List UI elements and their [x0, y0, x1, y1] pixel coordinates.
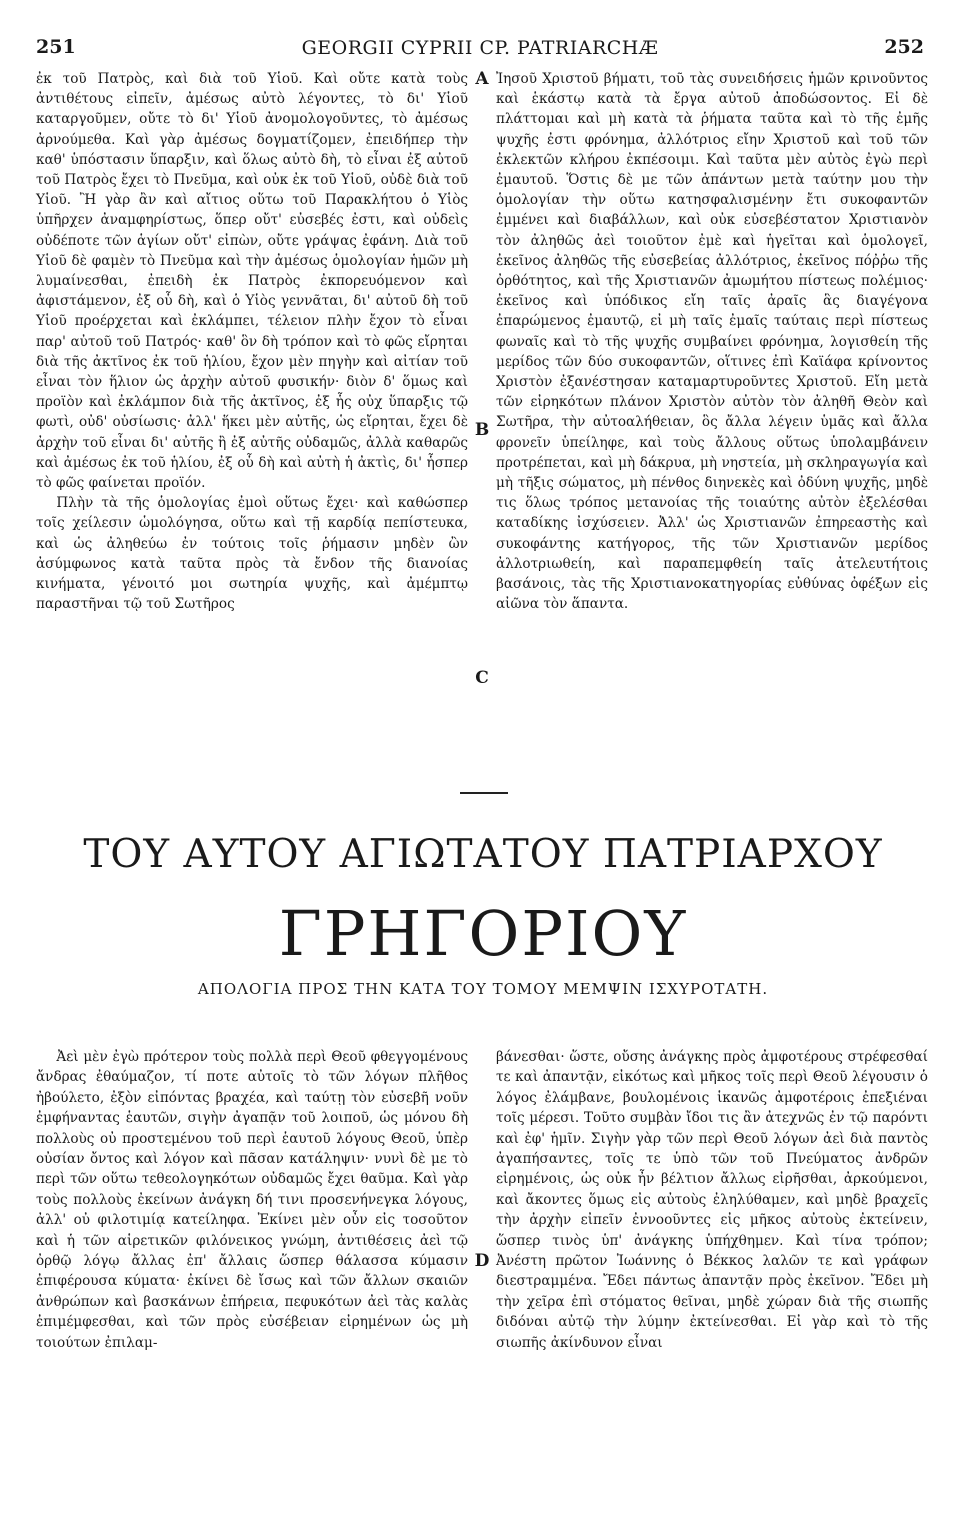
section-title: ΓΡΗΓΟΡΙΟΥ [278, 897, 688, 970]
margin-marker-c: C [475, 668, 489, 688]
section-subtitle: ΑΠΟΛΟΓΙΑ ΠΡΟΣ ΤΗΝ ΚΑΤΑ ΤΟΥ ΤΟΜΟΥ ΜΕΜΨΙΝ ΙΣΧΥΡΟΤΑΤΗ. [197, 980, 769, 998]
section-heading: ΤΟΥ ΑΥΤΟΥ ΑΓΙΩΤΑΤΟΥ ΠΑΤΡΙΑΡΧΟΥ [83, 832, 883, 877]
top-left-column [36, 69, 468, 614]
bottom-right-column [496, 1047, 928, 1353]
top-right-column [496, 69, 928, 614]
paragraph: ἐκ τοῦ Πατρὸς, καὶ διὰ τοῦ Υἱοῦ. Καὶ οὔτε κατὰ τοὺς ἀντιθέτους εἰπεῖν, ἀμέσως αὐτὸ λέγοντες, τὸ δι' Υἱοῦ καταργοῦμεν, οὔτε τὸ δι' Υἱοῦ ἀνομολογοῦντες, τὸ ἀμέσως ἀρνούμεθα. Καὶ γὰρ ἀμέσως δογματίζομεν, ἐπειδήπερ τὴν καθ' ὑπόστασιν ὕπαρξιν, καὶ ὅλως αὐτὸ δὴ, τὸ εἶναι ἐξ αὐτοῦ τοῦ Πατρὸς ἔχει τὸ Πνεῦμα, καὶ οὐκ ἐκ τοῦ Υἱοῦ, οὐδὲ διὰ τοῦ Υἱοῦ. Ἢ γὰρ ἂν καὶ αἴτιος οὕτω τοῦ Παρακλήτου ὁ Υἱὸς ὑπῆρχεν ἀναμφηρίστως, ὅπερ οὔτ' εὐσεβές ἐστι, καὶ οὐδεὶς οὐδέποτε τῶν ἁγίων οὔτ' εἰπὼν, οὔτε γράψας ἐφάνη. Διὰ τοῦ Υἱοῦ δὲ φαμὲν τὸ Πνεῦμα καὶ τὴν ἀμέσως ὁμολογίαν ἡμῶν μὴ λυμαίνεσθαι, ἐπειδὴ ἐκ Πατρὸς ἐκπορευόμενον καὶ ἀφιστάμενον, ἐξ οὗ δὴ, καὶ ὁ Υἱὸς γεννᾶται, δι' αὐτοῦ δὴ τοῦ Υἱοῦ προέρχεται καὶ ἐκλάμπει, τέλειον πλὴν ἔχον τὸ εἶναι παρ' αὐτοῦ τοῦ Πατρός· καθ' ὃν δὴ τρόπον καὶ τὸ φῶς εἴρηται διὰ τῆς ἀκτῖνος ἐκ τοῦ ἡλίου, ἔχον μὲν πηγὴν καὶ αἰτίαν τοῦ εἶναι τὸν ἥλιον ὡς ἀρχὴν αὐτοῦ φυσικήν· διὸν δ' ὅμως καὶ προϊὸν καὶ ἐκλάμπον διὰ τῆς ἀκτῖνος, ἐξ ἧς οὐχ ὕπαρξις τῷ φωτὶ, οὐδ' οὐσίωσις· ἀλλ' ἥκει μὲν αὐτῆς, ὡς εἴρηται, ἔχει δὲ ἀρχὴν τοῦ εἶναι δι' αὐτῆς ἢ ἐξ αὐτῆς οὐδαμῶς, ἀλλὰ καθαρῶς καὶ ἀμέσως ἐκ τοῦ ἡλίου, ἐξ οὗ δὴ καὶ αὐτὴ ἡ ἀκτὶς, δι' ἧσπερ τὸ φῶς φαίνεται προϊόν. [36, 71, 468, 492]
running-head [36, 36, 924, 62]
paragraph: Ἀεὶ μὲν ἐγὼ πρότερον τοὺς πολλὰ περὶ Θεοῦ φθεγγομένους ἄνδρας ἐθαύμαζον, τί ποτε αὐτοῖς τὸ τῶν λόγων πλῆθος ἠβούλετο, ἐξὸν εἰπόντας βραχέα, καὶ ταύτῃ τὸν εὐσεβῆ νοῦν ἐμφήναντας ἑαυτῶν, σιγὴν ἀγαπᾷν τοῦ λοιποῦ, ὡς μόνου δὴ πολλοὺς οὐ προστεμένου τοῦ περὶ ἑαυτοῦ λόγους Θεοῦ, ὑπὲρ οὐσίαν ὄντος καὶ λόγον καὶ πᾶσαν κατάληψιν· νυνὶ δὲ με τὸ περὶ τῶν οὕτω τεθεολογηκότων οὐδαμῶς ἔχει θαῦμα. Καὶ γὰρ τοὺς πολλοὺς ἐκείνων ἀνάγκη δή τινι προσενήνεγκα λόγους, ἀλλ' οὐ φιλοτιμίᾳ κατείληφα. Ἐκίνει μὲν οὖν εἰς τοσοῦτον καὶ ἡ τῶν αἱρετικῶν φιλόνεικος γνώμη, ἀντιθέσεις ἀεὶ τῷ ὀρθῷ λόγῳ ἄλλας ἐπ' ἄλλαις ὥσπερ θάλασσα κύμασιν ἐπιφέρουσα κύματα· ἐκίνει δὲ ἴσως καὶ τῶν ἄλλων σκαιῶν ἀνθρώπων καὶ βασκάνων ἐπήρεια, πεφυκότων ἀεὶ τὰς καλὰς ἐπιμέμφεσθαι, καὶ τῶν πρὸς εὐσέβειαν εἰρημένων ὡς μὴ τοιούτων ἐπιλαμ- [36, 1049, 468, 1351]
margin-marker-d: D [474, 1251, 490, 1271]
margin-marker-b: B [474, 420, 490, 440]
paragraph: Πλὴν τὰ τῆς ὁμολογίας ἐμοὶ οὕτως ἔχει· καὶ καθώσπερ τοῖς χείλεσιν ὡμολόγησα, οὕτω καὶ τῇ καρδίᾳ πεπίστευκα, καὶ ὡς ἀληθεύω ἐν τούτοις τοῖς ῥήμασιν μηδὲν ὢν ἀσύμφωνος κατὰ ταῦτα πρὸς τὰ ἔνδον τῆς διανοίας κινήματα, γένοιτό μοι σωτηρία ψυχῆς, καὶ ἀμέμπτῳ παραστῆναι τῷ τοῦ Σωτῆρος [36, 495, 468, 613]
section-divider [460, 792, 508, 794]
margin-marker-a: A [475, 69, 489, 89]
paragraph: βάνεσθαι· ὥστε, οὔσης ἀνάγκης πρὸς ἀμφοτέρους στρέφεσθαί τε καὶ ἀπαντᾷν, εἰκότως καὶ μῆκος τοῖς περὶ Θεοῦ λέγουσιν ὁ λόγος ἐλάμβανε, βουλομένοις ἱκανῶς ἀμφοτέροις ἐπεξιέναι τοῖς μέρεσι. Τοῦτο συμβὰν ἴδοι τις ἂν ἀτεχνῶς ἐν τῷ παρόντι καὶ ἐφ' ἡμῖν. Σιγὴν γὰρ τῶν περὶ Θεοῦ λόγων ἀεὶ διὰ παντὸς ἀγαπήσαντες, τοῖς τε ὑπὸ τῶν τοῦ Πνεύματος ἀνδρῶν εἰρημένοις, ὡς οὐκ ἦν βέλτιον ἄλλως εἰρῆσθαι, ἀρκούμενοι, καὶ ἄκοντες ὅμως εἰς αὐτοὺς ἐληλύθαμεν, καὶ μηδὲ βραχεῖς τὴν ἀρχὴν εἰπεῖν ἐννοοῦντες εἰς μῆκος αὐτοὺς ἐκτείνειν, ὥσπερ τινὸς ὑπ' ἀνάγκης ὑπήχθημεν. Καὶ τίνα τρόπον; Ἀνέστη πρῶτον Ἰωάννης ὁ Βέκκος λαλῶν τε καὶ γράφων διεστραμμένα. Ἔδει πάντως ἀπαντᾷν πρὸς ἐκεῖνον. Ἔδει μὴ τὴν χεῖρα ἐπὶ στόματος θεῖναι, μηδὲ χώραν διὰ τῆς σιωπῆς διδόναι αὐτῷ τὴν λύμην ἐκτείνεσθαι. Εἰ γὰρ καὶ τὸ τῆς σιωπῆς ἀκίνδυνον εἶναι [496, 1049, 928, 1351]
bottom-left-column [36, 1047, 468, 1353]
page-number-left: 251 [36, 36, 76, 58]
paragraph: Ἰησοῦ Χριστοῦ βήματι, τοῦ τὰς συνειδήσεις ἡμῶν κρινοῦντος καὶ ἑκάστῳ κατὰ τὰ ἔργα αὐτοῦ ἀποδώσοντος. Εἰ δὲ πλάττομαι καὶ μὴ κατὰ τὰ ῥήματα ταῦτα καὶ τὸ τῆς ἐμῆς ψυχῆς ἐστι φρόνημα, ἀλλότριος εἴην Χριστοῦ καὶ τοῦ τῶν ἐκλεκτῶν κλήρου ἐκπέσοιμι. Καὶ ταῦτα μὲν αὐτὸς ἐγὼ περὶ ἐμαυτοῦ. Ὅστις δὲ με τῶν ἁπάντων μετὰ ταύτην μου τὴν ὁμολογίαν τὴν οὕτω κατησφαλισμένην ἔτι συκοφαντῶν ἐμμένει καὶ διαβάλλων, καὶ οὐκ εὐσεβέστατον Χριστιανὸν τὸν ἀληθῶς ἀεὶ τοιοῦτον ἐμὲ καὶ ἡγεῖται καὶ ὁμολογεῖ, ἐκεῖνος ἀληθῶς τῆς εὐσεβείας ἀλλότριος, ἐκεῖνος πόῤῥω τῆς ὀρθότητος, καὶ τῆς Χριστιανῶν ἀμωμήτου πίστεως πολέμιος· ἐκεῖνος καὶ ὑπόδικος εἴη ταῖς ἀραῖς ἃς διαγέγονα ἐπαρώμενος ἐμαυτῷ, εἰ μὴ ταῖς ἐμαῖς ταύταις περὶ πίστεως φωναῖς καὶ τὸ τῆς ψυχῆς συμβαίνει φρόνημα, λογισθείη τῆς μερίδος τῶν δύο συκοφαντῶν, οἵτινες ἐπὶ Καϊάφα κρίνοντος Χριστὸν ἐξανέστησαν καταμαρτυροῦντες Χριστοῦ. Εἴη μετὰ τῶν εἰρηκότων πλάνον Χριστὸν αὐτὸν τὸν ἀληθῆ Θεὸν καὶ Σωτῆρα, τὴν αὐτοαλήθειαν, ὃς ἄλλα λέγειν ὑμᾶς καὶ ἄλλα φρονεῖν ὑπείληφε, καὶ τοὺς ἄλλους οὕτως ὑπολαμβάνειν προτρέπεται, καὶ μὴ δάκρυα, μὴ νηστεία, μὴ σκληραγωγία καὶ μὴ τῆξις σώματος, μὴ πένθος διηνεκὲς καὶ ὀδύνη ψυχῆς, μηδὲ τις ὅλως τρόπος μετανοίας τῆς τοιαύτης αὐτὸν ἐξελέσθαι καταδίκης ἰσχύσειεν. Ἀλλ' ὡς Χριστιανῶν ἐπηρεαστὴς καὶ συκοφάντης κατήγορος, τῆς τῶν Χριστιανῶν μερίδος ἀλλοτριωθείη, καὶ παραπεμφθείη ταῖς ἀτελευτήτοις βασάνοις, τὰς τῆς Χριστιανοκατηγορίας εὐθύνας ὀφέξων εἰς αἰῶνα τὸν ἅπαντα. [496, 71, 928, 613]
page-number-right: 252 [884, 36, 924, 58]
running-title: GEORGII CYPRII CP. PATRIARCHÆ [301, 37, 659, 59]
